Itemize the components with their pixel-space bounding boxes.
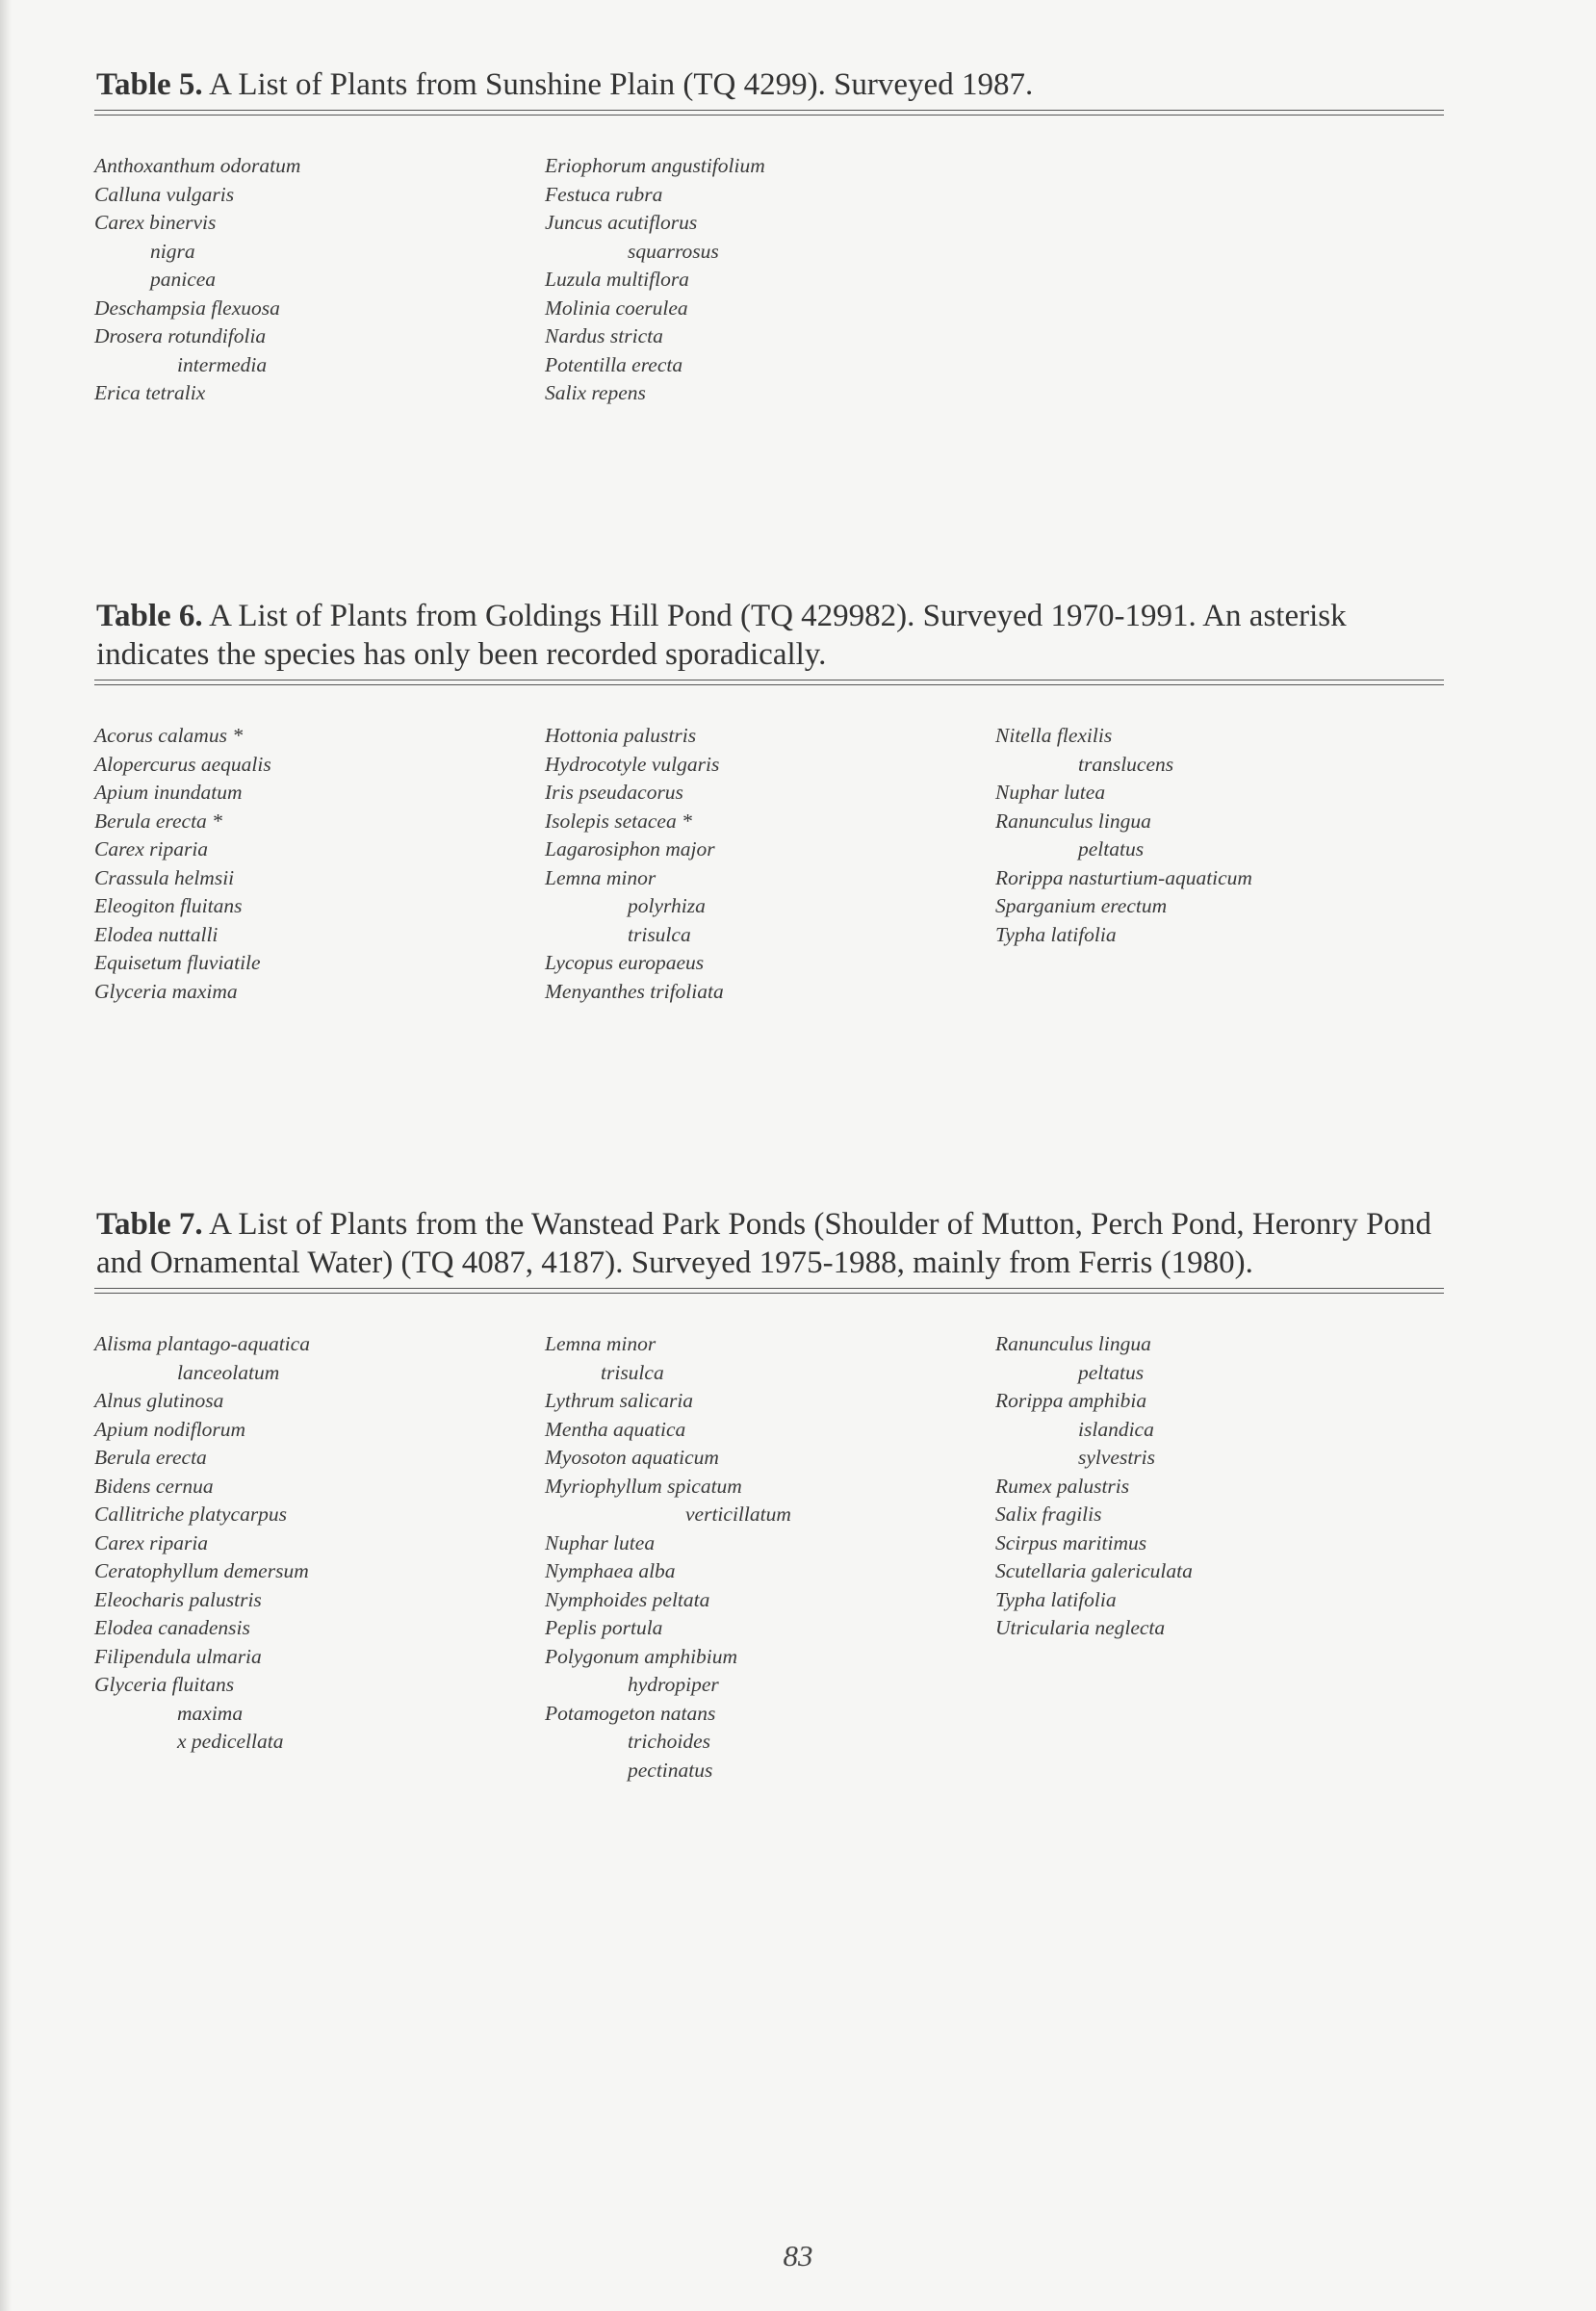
plant-entry: trichoides [628,1730,710,1753]
plant-entry: Eriophorum angustifolium [545,154,765,177]
plant-entry: peltatus [1078,1360,1145,1384]
plant-entry: Crassula helmsii [94,865,235,889]
plant-entry: Ceratophyllum demersum [94,1559,309,1582]
table-5-label: Table 5. [96,67,203,102]
table-7-label: Table 7. [96,1207,203,1242]
double-rule [94,680,1444,685]
page-edge-shadow [0,0,12,2311]
plant-entry: Lycopus europaeus [545,951,705,974]
table-5-caption [94,65,1444,104]
plant-entry: Callitriche platycarpus [94,1502,288,1526]
table-5-column-2 [545,152,765,408]
plant-entry: Juncus acutiflorus [545,211,698,234]
plant-entry: verticillatum [685,1502,791,1526]
plant-entry: Glyceria maxima [94,979,238,1003]
plant-entry: lanceolatum [177,1360,280,1384]
plant-entry: Erica tetralix [94,381,206,404]
plant-entry: x pedicellata [177,1730,284,1753]
plant-entry: Equisetum fluviatile [94,951,261,974]
plant-entry: Nuphar lutea [995,781,1106,804]
plant-entry: Berula erecta [94,1446,207,1469]
plant-entry: Iris pseudacorus [545,781,683,804]
plant-entry: squarrosus [628,239,719,263]
plant-entry: Elodea nuttalli [94,922,219,946]
plant-entry: pectinatus [628,1758,713,1782]
plant-entry: Festuca rubra [545,182,663,206]
table-6-column-1 [94,722,271,1006]
plant-entry: Nuphar lutea [545,1530,656,1554]
plant-entry: peltatus [1078,837,1145,860]
plant-entry: Alopercurus aequalis [94,752,271,776]
plant-entry: Rorippa amphibia [995,1389,1147,1412]
plant-entry: hydropiper [628,1673,719,1696]
plant-entry: Calluna vulgaris [94,182,235,206]
table-6-caption-text: A List of Plants from Goldings Hill Pond (TQ 429982). Surveyed 1970-1991. An asterisk indicates the species has only been recorded sporadically. [96,599,1347,672]
plant-entry: Luzula multiflora [545,268,689,291]
plant-entry: sylvestris [1078,1446,1156,1469]
table-5-column-1 [94,152,300,408]
plant-entry: Molinia coerulea [545,295,688,320]
plant-entry: Nymphoides peltata [545,1587,710,1611]
plant-entry: Menyanthes trifoliata [545,979,724,1003]
plant-entry: Lythrum salicaria [545,1389,694,1412]
plant-entry: islandica [1078,1417,1154,1441]
plant-entry: trisulca [601,1360,664,1384]
plant-entry: Anthoxanthum odoratum [94,154,301,177]
plant-entry: Carex riparia [94,1530,209,1554]
plant-entry: nigra [150,239,195,263]
table-6-body [94,722,1444,1011]
plant-entry: Nitella flexilis [995,724,1113,747]
table-7-body [94,1330,1444,1792]
plant-entry: Salix repens [545,381,646,404]
plant-entry: Rumex palustris [995,1474,1130,1498]
plant-entry: Nymphaea alba [545,1559,676,1582]
plant-entry: Carex riparia [94,837,209,860]
plant-entry: Bidens cernua [94,1474,214,1498]
plant-entry: Myosoton aquaticum [545,1446,719,1469]
plant-entry: Drosera rotundifolia [94,324,267,347]
plant-entry: Lagarosiphon major [545,837,715,860]
plant-entry: intermedia [177,352,268,376]
plant-entry: polyrhiza [628,894,706,917]
table-7-column-3 [995,1330,1193,1643]
plant-entry: Lemna minor [545,1332,656,1355]
plant-entry: maxima [177,1701,244,1725]
plant-entry: Rorippa nasturtium-aquaticum [995,865,1252,889]
plant-entry: Isolepis setacea * [545,809,692,833]
plant-entry: Nardus stricta [545,324,663,347]
plant-entry: Lemna minor [545,865,656,889]
table-7 [94,1205,1444,1792]
plant-entry: Alnus glutinosa [94,1389,224,1412]
plant-entry: trisulca [628,922,691,946]
plant-entry: Scutellaria galericulata [995,1559,1193,1582]
table-7-caption-text: A List of Plants from the Wanstead Park Ponds (Shoulder of Mutton, Perch Pond, Heronry Pond and Ornamental Water) (TQ 4087, 4187). Surveyed 1975-1988, mainly from Ferris (1980). [96,1207,1431,1280]
plant-entry: Peplis portula [545,1616,663,1639]
table-5-caption-text: A List of Plants from Sunshine Plain (TQ 4299). Surveyed 1987. [209,67,1034,102]
page-number: 83 [783,2239,813,2272]
table-5 [94,65,1444,412]
plant-entry: Apium nodiflorum [94,1417,246,1441]
table-5-body [94,152,1444,412]
plant-entry: Utricularia neglecta [995,1616,1166,1639]
plant-entry: Apium inundatum [94,781,243,804]
table-6-column-2 [545,722,724,1006]
table-7-caption [94,1205,1444,1282]
plant-entry: Potamogeton natans [545,1701,716,1725]
plant-entry: translucens [1078,752,1174,776]
plant-entry: Mentha aquatica [545,1417,686,1441]
plant-entry: Acorus calamus * [94,724,244,747]
double-rule [94,1288,1444,1294]
plant-entry: Sparganium erectum [995,894,1168,917]
plant-entry: Glyceria fluitans [94,1673,235,1696]
plant-entry: Ranunculus lingua [995,809,1151,833]
plant-entry: Eleocharis palustris [94,1587,262,1611]
plant-entry: Potentilla erecta [545,352,683,376]
plant-entry: Salix fragilis [995,1502,1102,1526]
plant-entry: Typha latifolia [995,1587,1117,1611]
table-6-column-3 [995,722,1252,949]
plant-entry: Berula erecta * [94,809,222,833]
plant-entry: Polygonum amphibium [545,1644,738,1668]
table-7-column-2 [545,1330,791,1785]
plant-entry: Elodea canadensis [94,1616,250,1639]
plant-entry: Deschampsia flexuosa [94,295,280,320]
plant-entry: Hottonia palustris [545,724,697,747]
table-6-label: Table 6. [96,599,203,633]
plant-entry: Alisma plantago-aquatica [94,1332,310,1355]
table-6 [94,597,1444,1011]
plant-entry: Myriophyllum spicatum [545,1474,742,1498]
table-7-column-1 [94,1330,310,1757]
plant-entry: Hydrocotyle vulgaris [545,752,720,776]
plant-entry: Carex binervis [94,211,217,234]
table-6-caption [94,597,1444,674]
double-rule [94,110,1444,116]
plant-entry: Scirpus maritimus [995,1530,1147,1554]
plant-entry: Filipendula ulmaria [94,1644,262,1668]
plant-entry: panicea [150,268,217,291]
plant-entry: Typha latifolia [995,922,1117,946]
plant-entry: Ranunculus lingua [995,1332,1151,1355]
plant-entry: Eleogiton fluitans [94,894,243,917]
